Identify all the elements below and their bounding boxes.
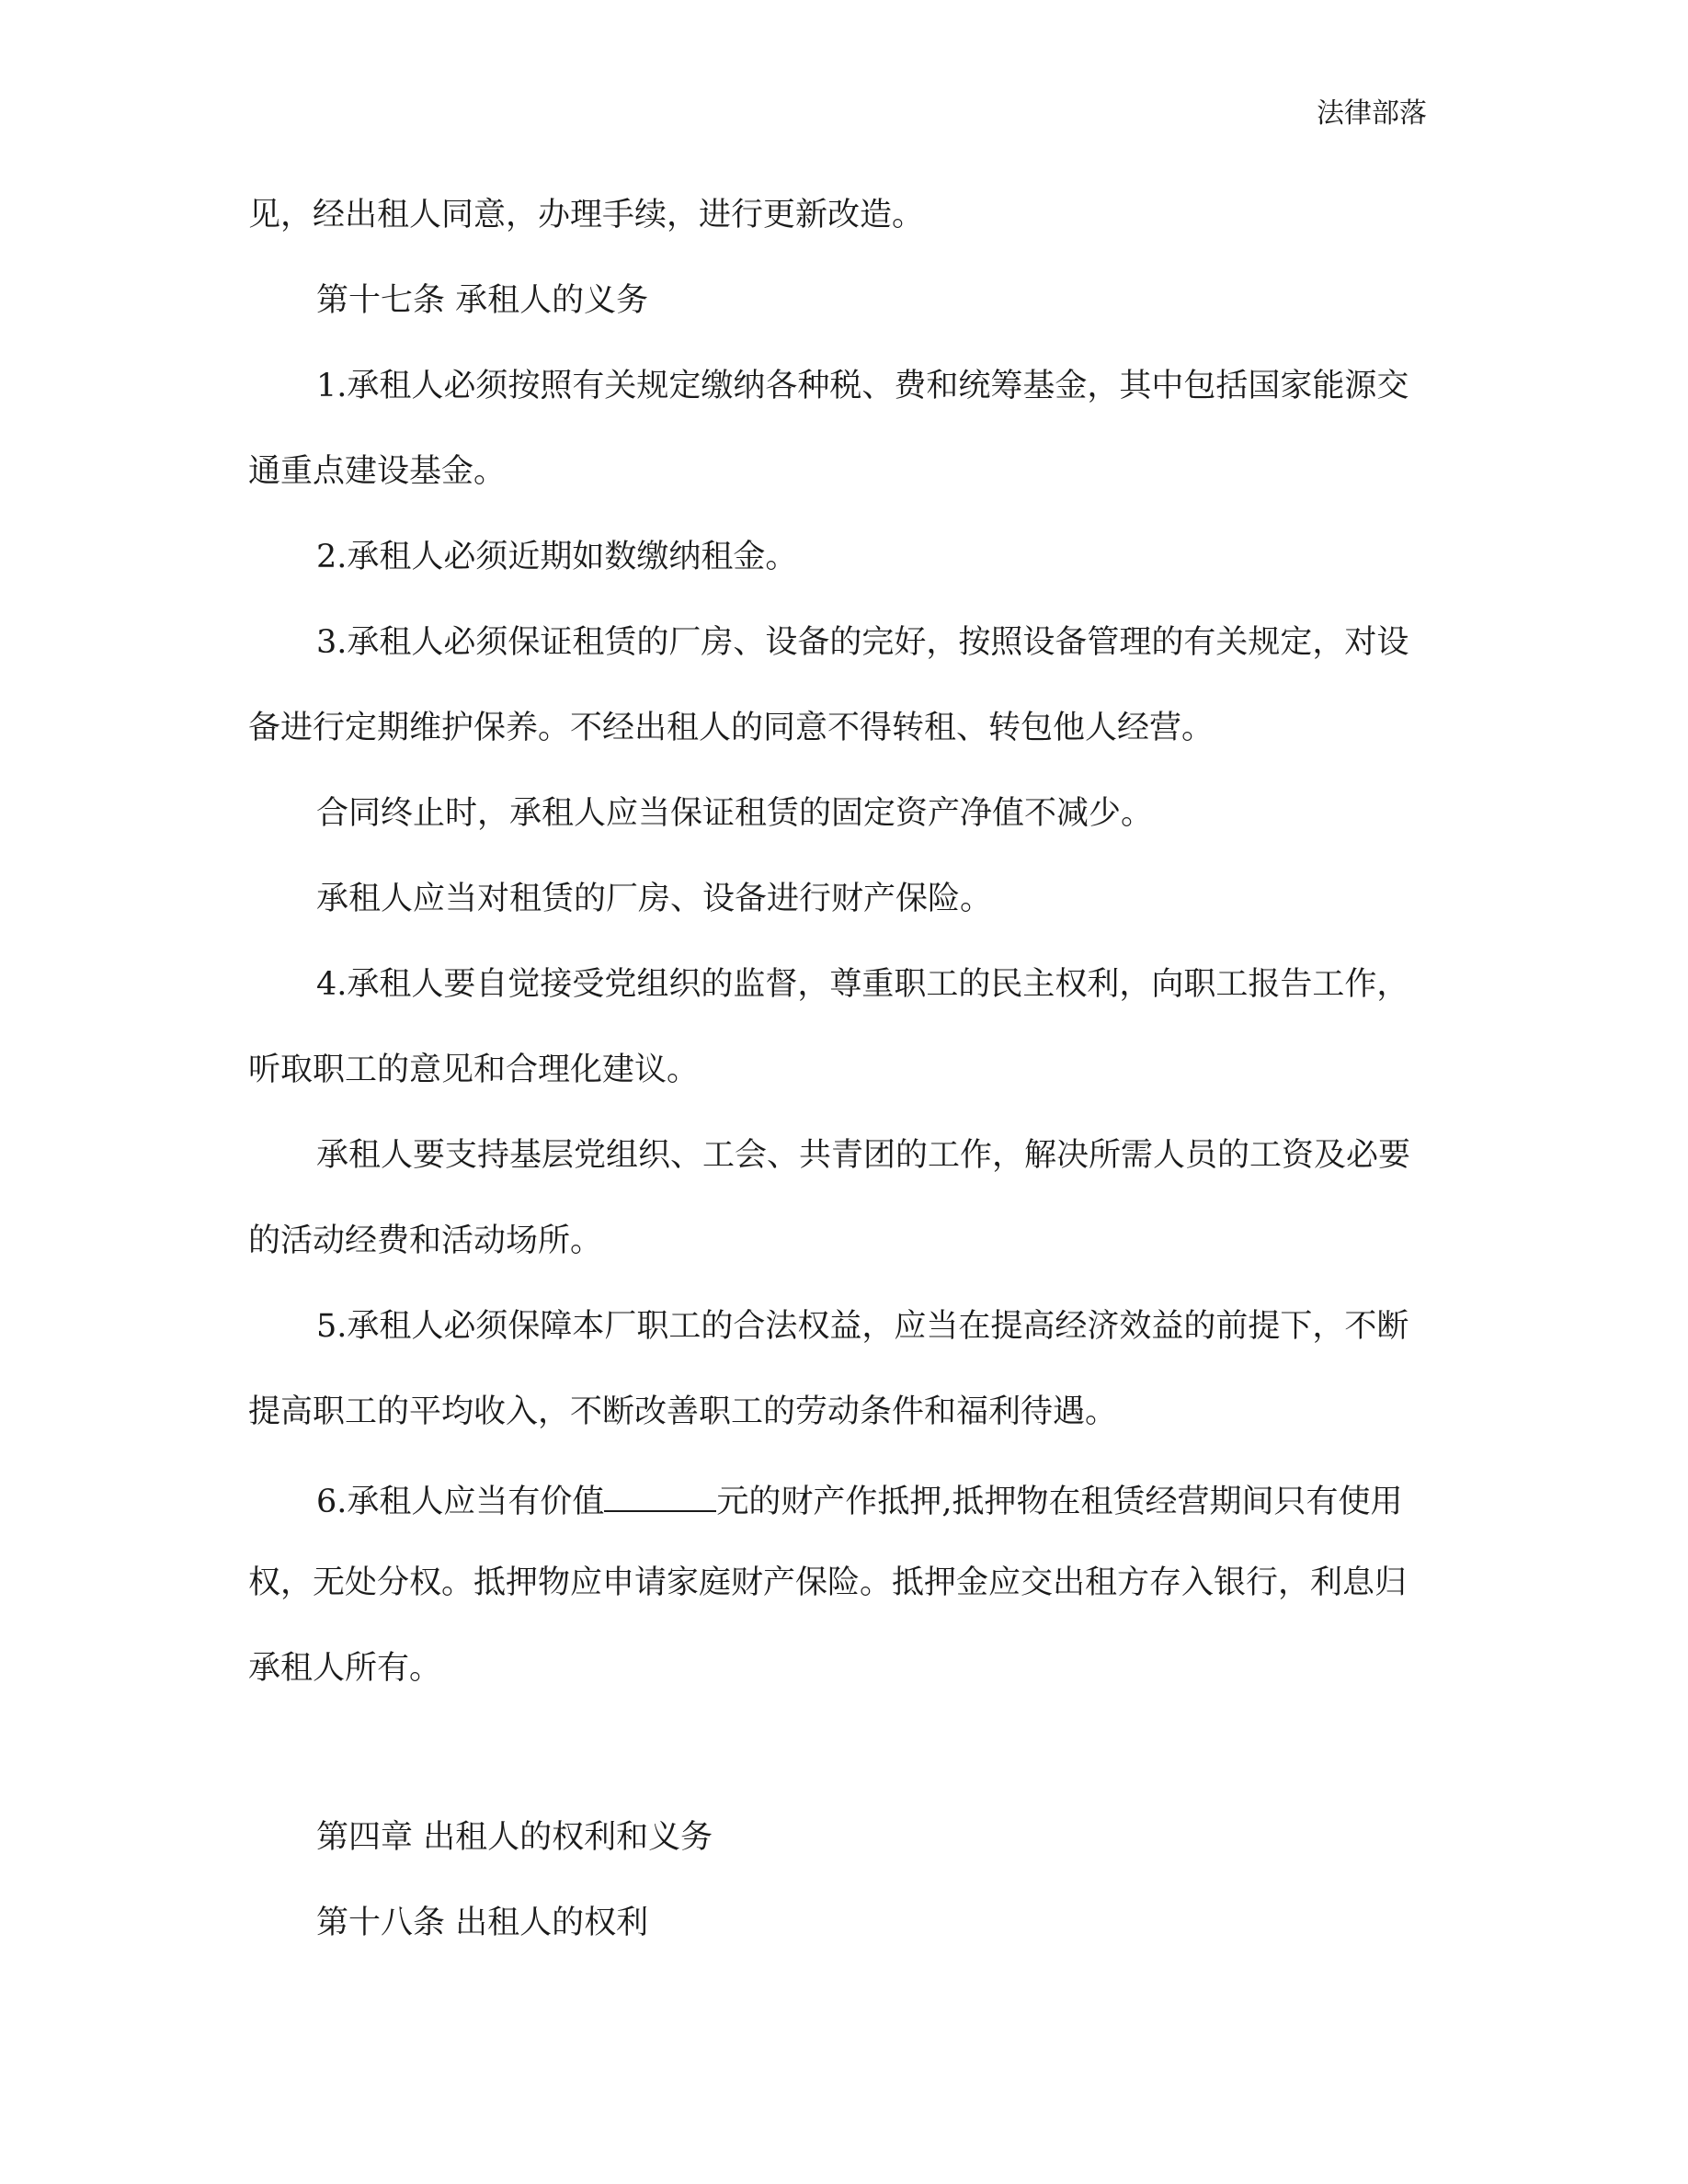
paragraph-line: 承租人所有。 [248,1650,442,1687]
paragraph-line: 听取职工的意见和合理化建议。 [248,1052,700,1088]
chapter-heading: 第四章 出租人的权利和义务 [316,1819,713,1856]
paragraph-line: 承租人要支持基层党组织、工会、共青团的工作，解决所需人员的工资及必要 [316,1137,1411,1174]
paragraph-line: 见，经出租人同意，办理手续，进行更新改造。 [248,197,925,233]
paragraph-line: 3.承租人必须保证租赁的厂房、设备的完好，按照设备管理的有关规定，对设 [316,624,1409,661]
section-gap [248,1735,1434,1819]
paragraph-line: 4.承租人要自觉接受党组织的监督，尊重职工的民主权利，向职工报告工作， [316,966,1409,1003]
paragraph-line: 2.承租人必须近期如数缴纳租金。 [316,539,798,575]
paragraph-line: 通重点建设基金。 [248,453,507,490]
paragraph-line: 1.承租人必须按照有关规定缴纳各种税、费和统筹基金，其中包括国家能源交 [316,368,1409,404]
paragraph-line: 5.承租人必须保障本厂职工的合法权益，应当在提高经济效益的前提下，不断 [316,1308,1409,1345]
paragraph-line [248,1479,1434,1564]
page-header: 法律部落 [1317,97,1427,130]
paragraph-line: 合同终止时，承租人应当保证租赁的固定资产净值不减少。 [316,795,1154,832]
paragraph-line: 承租人应当对租赁的厂房、设备进行财产保险。 [316,881,993,917]
article-heading: 第十八条 出租人的权利 [316,1905,649,1941]
paragraph-line: 提高职工的平均收入，不断改善职工的劳动条件和福利待遇。 [248,1393,1118,1430]
value-blank [604,1479,716,1512]
paragraph-line: 备进行定期维护保养。不经出租人的同意不得转租、转包他人经营。 [248,710,1215,746]
paragraph-line: 的活动经费和活动场所。 [248,1223,603,1259]
document-body [248,197,1434,1990]
paragraph-text: 元的财产作抵押,抵押物在租赁经营期间只有使用 [716,1484,1403,1520]
article-heading: 第十七条 承租人的义务 [316,282,649,319]
paragraph-line: 权，无处分权。抵押物应申请家庭财产保险。抵押金应交出租方存入银行，利息归 [248,1564,1408,1601]
paragraph-text: 6.承租人应当有价值 [316,1484,605,1520]
